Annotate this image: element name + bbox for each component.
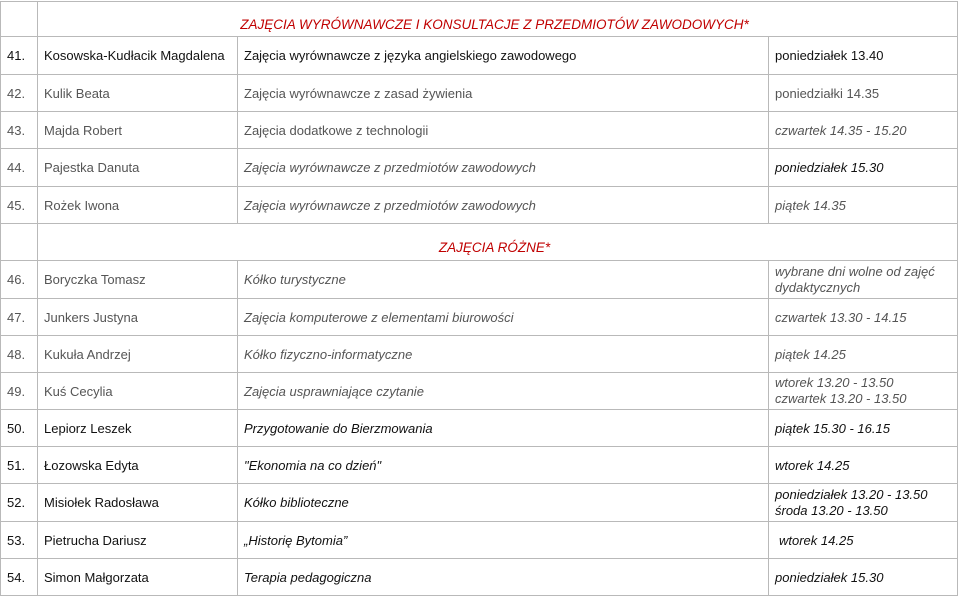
activity-time: wtorek 14.25 (769, 447, 958, 484)
section-header-row (1, 2, 958, 37)
activity-name: Zajęcia wyrównawcze z języka angielskiego zawodowego (238, 37, 769, 75)
teacher-name: Kulik Beata (38, 75, 238, 112)
activity-name: Zajęcia dodatkowe z technologii (238, 112, 769, 149)
teacher-name: Misiołek Radosława (38, 484, 238, 522)
table-row (1, 410, 958, 447)
row-number: 42. (1, 75, 38, 112)
activity-time: poniedziałek 15.30 (769, 559, 958, 596)
row-number: 53. (1, 522, 38, 559)
teacher-name: Pietrucha Dariusz (38, 522, 238, 559)
schedule-table (0, 1, 958, 596)
row-number: 41. (1, 37, 38, 75)
activity-time: piątek 14.35 (769, 187, 958, 224)
activity-name: Terapia pedagogiczna (238, 559, 769, 596)
table-row (1, 559, 958, 596)
activity-name: "Ekonomia na co dzień" (238, 447, 769, 484)
activity-name: Zajęcia wyrównawcze z przedmiotów zawodowych (238, 149, 769, 187)
activity-name: Zajęcia wyrównawcze z zasad żywienia (238, 75, 769, 112)
teacher-name: Rożek Iwona (38, 187, 238, 224)
activity-time: piątek 15.30 - 16.15 (769, 410, 958, 447)
activity-name: Zajęcia wyrównawcze z przedmiotów zawodowych (238, 187, 769, 224)
table-row (1, 112, 958, 149)
row-number: 48. (1, 336, 38, 373)
activity-time: piątek 14.25 (769, 336, 958, 373)
row-number: 44. (1, 149, 38, 187)
table-row (1, 373, 958, 410)
activity-name: Zajęcia komputerowe z elementami biurowości (238, 299, 769, 336)
section-header-row (1, 224, 958, 261)
activity-time-line: czwartek 13.20 - 13.50 (775, 391, 907, 406)
table-row (1, 484, 958, 522)
teacher-name: Majda Robert (38, 112, 238, 149)
table-row (1, 299, 958, 336)
activity-time: poniedziałek 15.30 (769, 149, 958, 187)
teacher-name: Junkers Justyna (38, 299, 238, 336)
teacher-name: Boryczka Tomasz (38, 261, 238, 299)
table-row (1, 37, 958, 75)
teacher-name: Lepiorz Leszek (38, 410, 238, 447)
activity-time-line: wybrane dni wolne od zajęć (775, 263, 935, 279)
activity-name: Zajęcia usprawniające czytanie (238, 373, 769, 410)
row-number: 47. (1, 299, 38, 336)
teacher-name: Kukuła Andrzej (38, 336, 238, 373)
activity-time: czwartek 14.35 - 15.20 (769, 112, 958, 149)
activity-time: poniedziałek 13.40 (769, 37, 958, 75)
activity-time-line: dydaktycznych (775, 279, 861, 295)
activity-name: Kółko fizyczno-informatyczne (238, 336, 769, 373)
activity-time: wtorek 14.25 (769, 522, 958, 559)
row-number: 43. (1, 112, 38, 149)
table-row (1, 261, 958, 299)
table-row (1, 75, 958, 112)
activity-name: Przygotowanie do Bierzmowania (238, 410, 769, 447)
teacher-name: Kuś Cecylia (38, 373, 238, 410)
row-number: 51. (1, 447, 38, 484)
table-row (1, 187, 958, 224)
activity-time-line: wtorek 13.20 - 13.50 (775, 375, 894, 390)
teacher-name: Kosowska-Kudłacik Magdalena (38, 37, 238, 75)
activity-time-line: poniedziałek 13.20 - 13.50 (775, 486, 928, 502)
row-number: 54. (1, 559, 38, 596)
teacher-name: Pajestka Danuta (38, 149, 238, 187)
row-number: 45. (1, 187, 38, 224)
section-title: ZAJĘCIA WYRÓWNAWCZE I KONSULTACJE Z PRZEDMIOTÓW ZAWODOWYCH* (38, 2, 958, 37)
activity-name: „Historię Bytomia” (238, 522, 769, 559)
activity-time (769, 373, 958, 410)
activity-name: Kółko biblioteczne (238, 484, 769, 522)
activity-time (769, 261, 958, 299)
teacher-name: Łozowska Edyta (38, 447, 238, 484)
row-number: 49. (1, 373, 38, 410)
row-number: 52. (1, 484, 38, 522)
table-row (1, 447, 958, 484)
activity-time (769, 484, 958, 522)
row-number: 50. (1, 410, 38, 447)
section-title: ZAJĘCIA RÓŻNE* (38, 224, 958, 261)
activity-time: czwartek 13.30 - 14.15 (769, 299, 958, 336)
teacher-name: Simon Małgorzata (38, 559, 238, 596)
activity-name: Kółko turystyczne (238, 261, 769, 299)
table-row (1, 522, 958, 559)
activity-time: poniedziałki 14.35 (769, 75, 958, 112)
table-row (1, 336, 958, 373)
activity-time-line: środa 13.20 - 13.50 (775, 502, 888, 518)
table-row (1, 149, 958, 187)
row-number: 46. (1, 261, 38, 299)
